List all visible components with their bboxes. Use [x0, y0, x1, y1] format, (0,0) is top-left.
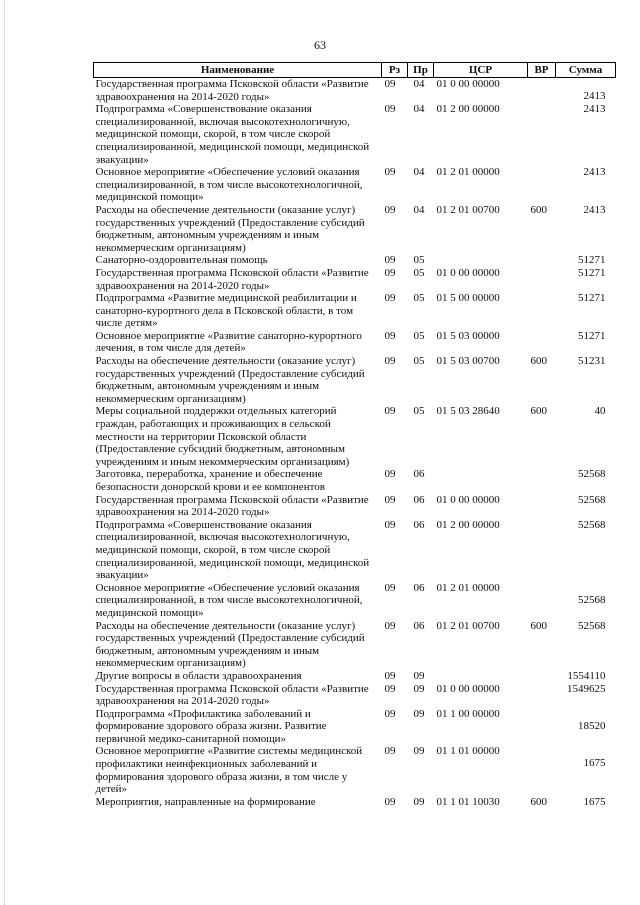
row-rz: 09	[384, 468, 396, 481]
header-sum: Сумма	[556, 63, 616, 78]
budget-table	[93, 62, 616, 808]
row-sum: 1554110	[567, 669, 606, 682]
row-vr: 600	[530, 795, 547, 808]
row-rz: 09	[384, 619, 396, 632]
row-rz: 09	[384, 292, 396, 305]
table-row	[94, 103, 616, 166]
row-rz: 09	[384, 669, 396, 682]
row-csr: 01 5 03 28640	[436, 405, 500, 418]
row-vr: 600	[530, 619, 547, 632]
row-csr: 01 1 00 00000	[436, 707, 500, 720]
row-rz: 09	[384, 493, 396, 506]
row-sum: 52568	[578, 619, 606, 632]
row-pr: 09	[413, 669, 425, 682]
header-rz: Рз	[382, 63, 408, 78]
row-pr: 04	[413, 166, 425, 179]
row-rz: 09	[384, 707, 396, 720]
row-pr: 05	[413, 329, 425, 342]
row-name: Подпрограмма «Совершенствование оказания специализированной, включая высокотехнологичную, медицинской помощи, скорой, в том числе скорой специализированной, медицинской помощи, медицинской эвакуации»	[95, 518, 370, 582]
header-name: Наименование	[94, 63, 382, 78]
row-pr: 09	[413, 707, 425, 720]
row-sum: 2413	[583, 203, 606, 216]
row-rz: 09	[384, 581, 396, 594]
row-name: Основное мероприятие «Обеспечение условий оказания специализированной, в том числе высокотехнологичной, медицинской помощи»	[95, 166, 363, 204]
row-csr	[434, 254, 528, 267]
row-csr: 01 2 01 00700	[436, 203, 500, 216]
row-name: Расходы на обеспечение деятельности (оказание услуг) государственных учреждений (Предоставление субсидий бюджетным, автономным учреждениям и иным некоммерческим организациям)	[95, 203, 365, 254]
header-vr: ВР	[528, 63, 556, 78]
row-vr: 600	[530, 355, 547, 368]
row-pr: 09	[413, 795, 425, 808]
table-row	[94, 405, 616, 468]
row-vr	[528, 292, 556, 330]
row-name: Государственная программа Псковской области «Развитие здравоохранения на 2014-2020 годы»	[95, 266, 369, 292]
row-sum: 52568	[578, 518, 606, 531]
row-csr	[434, 468, 528, 493]
row-vr	[528, 330, 556, 355]
row-vr	[528, 745, 556, 795]
table-row	[94, 292, 616, 330]
row-sum: 18520	[578, 719, 606, 732]
row-name: Подпрограмма «Совершенствование оказания специализированной, включая высокотехнологичную, медицинской помощи, скорой, в том числе скорой специализированной, медицинской помощи, медицинской эвакуации»	[95, 103, 370, 166]
row-pr: 06	[413, 518, 425, 531]
row-rz: 09	[384, 405, 396, 418]
row-rz: 09	[384, 78, 396, 90]
row-vr	[528, 254, 556, 267]
row-pr: 05	[413, 292, 425, 305]
table-row	[94, 330, 616, 355]
row-csr: 01 5 03 00000	[436, 329, 500, 342]
row-pr: 05	[413, 405, 425, 418]
row-sum: 52568	[578, 593, 606, 606]
row-sum: 2413	[583, 103, 606, 116]
row-name: Расходы на обеспечение деятельности (оказание услуг) государственных учреждений (Предоставление субсидий бюджетным, автономным учреждениям и иным некоммерческим организациям)	[95, 619, 365, 670]
row-name: Расходы на обеспечение деятельности (оказание услуг) государственных учреждений (Предоставление субсидий бюджетным, автономным учреждениям и иным некоммерческим организациям)	[95, 355, 365, 405]
row-vr	[528, 103, 556, 166]
row-name: Меры социальной поддержки отдельных категорий граждан, работающих и проживающих в сельской местности на территории Псковской области (Предоставление субсидий бюджетным, автономным учреждениям и иным некоммерческим организациям)	[95, 405, 350, 468]
row-vr	[528, 670, 556, 683]
row-csr: 01 0 00 00000	[436, 78, 500, 90]
row-rz: 09	[384, 166, 396, 179]
table-row	[94, 745, 616, 795]
row-vr	[528, 166, 556, 204]
row-name: Мероприятия, направленные на формирование	[95, 795, 316, 808]
row-csr: 01 0 00 00000	[436, 682, 500, 695]
row-sum: 52568	[578, 468, 606, 481]
row-rz: 09	[384, 203, 396, 216]
row-rz: 09	[384, 518, 396, 531]
table-row	[94, 708, 616, 746]
row-sum: 51271	[578, 329, 606, 342]
row-sum: 1549625	[567, 682, 606, 695]
row-rz: 09	[384, 103, 396, 116]
row-csr: 01 1 01 10030	[436, 795, 500, 808]
row-rz: 09	[384, 795, 396, 808]
row-sum: 51271	[578, 292, 606, 305]
row-vr: 600	[530, 405, 547, 418]
table-row	[94, 519, 616, 582]
row-name: Санаторно-оздоровительная помощь	[95, 254, 268, 267]
row-sum: 51271	[578, 266, 606, 279]
table-row	[94, 267, 616, 292]
row-sum: 40	[594, 405, 606, 418]
row-pr: 06	[413, 468, 425, 481]
row-csr: 01 2 01 00000	[436, 581, 500, 594]
row-csr	[434, 670, 528, 683]
row-name: Подпрограмма «Профилактика заболеваний и формирование здорового образа жизни. Развитие первичной медико-санитарной помощи»	[95, 707, 327, 745]
row-csr: 01 5 03 00700	[436, 355, 500, 368]
row-name: Подпрограмма «Развитие медицинской реабилитации и санаторно-курортного дела в Псковской области, в том числе детям»	[95, 292, 357, 330]
page-number: 63	[314, 38, 326, 52]
row-pr: 05	[413, 254, 425, 267]
row-csr: 01 2 00 00000	[436, 518, 500, 531]
row-sum: 51271	[578, 254, 606, 267]
row-sum: 1675	[583, 757, 606, 770]
scan-edge	[4, 0, 5, 905]
row-csr: 01 2 01 00700	[436, 619, 500, 632]
row-name: Другие вопросы в области здравоохранения	[95, 669, 302, 682]
row-pr: 09	[413, 682, 425, 695]
table-row	[94, 620, 616, 670]
row-name: Заготовка, переработка, хранение и обеспечение безопасности донорской крови и ее компонентов	[95, 468, 325, 493]
header-pr: Пр	[408, 63, 434, 78]
row-rz: 09	[384, 254, 396, 267]
row-name: Основное мероприятие «Развитие системы медицинской профилактики неинфекционных заболеваний и формирования здорового образа жизни, в том числе у детей»	[95, 745, 363, 796]
table-row	[94, 355, 616, 405]
row-vr	[528, 708, 556, 746]
row-vr	[528, 78, 556, 104]
row-pr: 04	[413, 78, 425, 90]
row-sum: 2413	[583, 90, 606, 102]
table-row	[94, 468, 616, 493]
row-csr: 01 5 00 00000	[436, 292, 500, 305]
row-name: Государственная программа Псковской области «Развитие здравоохранения на 2014-2020 годы»	[95, 682, 369, 708]
row-csr: 01 1 01 00000	[436, 745, 500, 758]
row-pr: 04	[413, 103, 425, 116]
table-row	[94, 670, 616, 683]
table-row	[94, 494, 616, 519]
row-vr	[528, 468, 556, 493]
row-pr: 06	[413, 619, 425, 632]
row-csr: 01 0 00 00000	[436, 493, 500, 506]
row-rz: 09	[384, 266, 396, 279]
row-vr	[528, 582, 556, 620]
table-row	[94, 204, 616, 254]
row-sum: 51231	[578, 355, 606, 368]
table-header-row	[94, 63, 616, 78]
row-rz: 09	[384, 329, 396, 342]
row-vr	[528, 494, 556, 519]
row-csr: 01 2 01 00000	[436, 166, 500, 179]
table-row	[94, 683, 616, 708]
row-name: Государственная программа Псковской области «Развитие здравоохранения на 2014-2020 годы»	[95, 493, 369, 519]
row-sum: 1675	[583, 795, 606, 808]
table-row	[94, 78, 616, 104]
row-name: Основное мероприятие «Обеспечение условий оказания специализированной, в том числе высокотехнологичной, медицинской помощи»	[95, 581, 363, 619]
row-pr: 05	[413, 355, 425, 368]
row-name: Основное мероприятие «Развитие санаторно-курортного лечения, в том числе для детей»	[95, 329, 362, 355]
row-name: Государственная программа Псковской области «Развитие здравоохранения на 2014-2020 годы»	[95, 78, 369, 103]
row-pr: 06	[413, 581, 425, 594]
row-rz: 09	[384, 682, 396, 695]
row-pr: 09	[413, 745, 425, 758]
row-pr: 04	[413, 203, 425, 216]
row-sum: 52568	[578, 493, 606, 506]
row-csr: 01 2 00 00000	[436, 103, 500, 116]
table-row	[94, 166, 616, 204]
header-csr: ЦСР	[434, 63, 528, 78]
row-sum: 2413	[583, 166, 606, 179]
row-vr	[528, 267, 556, 292]
table-row	[94, 796, 616, 809]
row-csr: 01 0 00 00000	[436, 266, 500, 279]
row-rz: 09	[384, 745, 396, 758]
row-rz: 09	[384, 355, 396, 368]
row-vr	[528, 519, 556, 582]
row-vr: 600	[530, 203, 547, 216]
row-pr: 05	[413, 266, 425, 279]
table-row	[94, 582, 616, 620]
row-vr	[528, 683, 556, 708]
row-pr: 06	[413, 493, 425, 506]
table-row	[94, 254, 616, 267]
